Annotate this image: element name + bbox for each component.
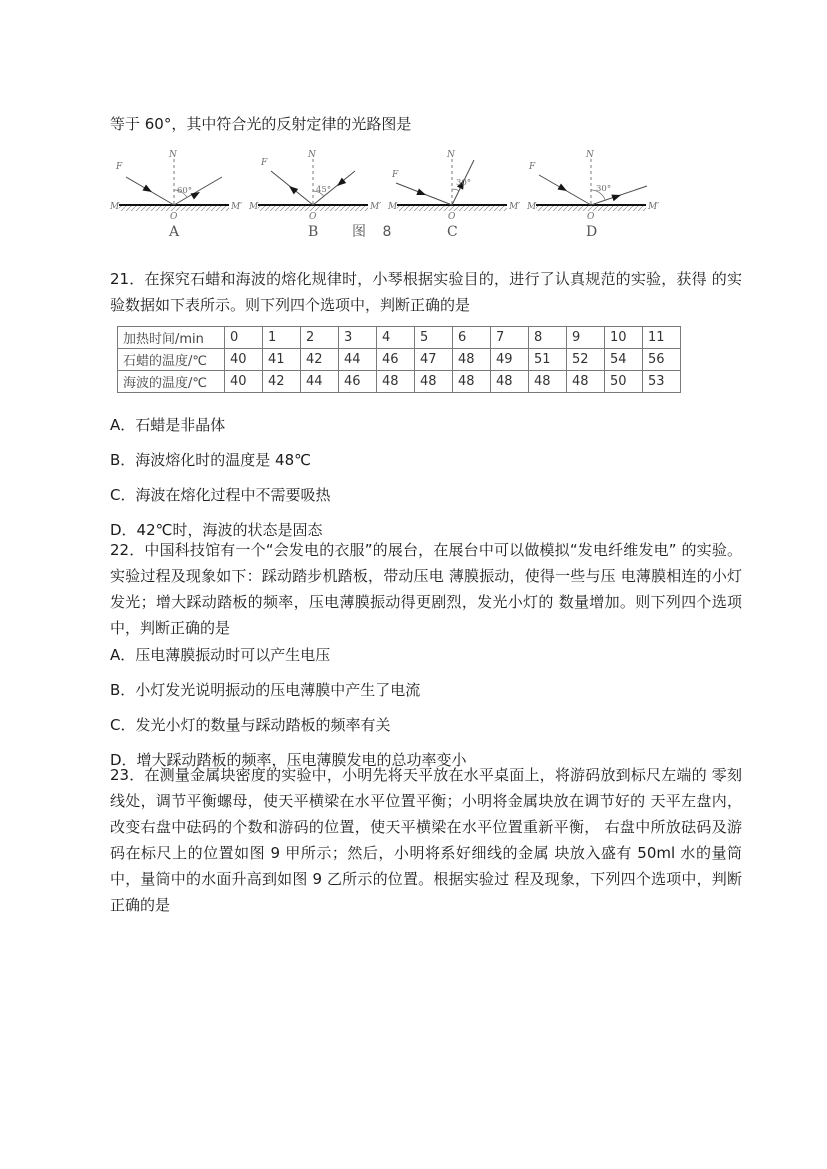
normal-label: N bbox=[308, 150, 316, 160]
question-23-text: 23．在测量金属块密度的实验中，小明先将天平放在水平桌面上，将游码放到标尺左端的 零刻线处，调节平衡螺母，使天平横梁在水平位置平衡；小明将金属块放在调节好的 天平左盘内，改变右盘中砝码的个数和游码的位置，使天平横梁在水平位置重新平衡， 右盘中所放砝码及游码在标尺上的位置如图 9 甲所示；然后，小明将系好细线的金属 块放入盛有 50ml 水的量筒中，量筒中的水面升高到如图 9 乙所示的位置。根据实验过 程及现象，下列四个选项中，判断正确的是 bbox=[110, 766, 742, 914]
light-path-diagram-d bbox=[527, 147, 660, 242]
data-cell: 9 bbox=[567, 327, 605, 349]
data-cell: 40 bbox=[225, 349, 263, 371]
table-row bbox=[118, 371, 681, 393]
mirror-left-label: M bbox=[388, 202, 398, 212]
angle-label: 45° bbox=[316, 185, 332, 195]
mirror-hatching bbox=[258, 206, 368, 211]
data-cell: 46 bbox=[377, 349, 415, 371]
question-22-options bbox=[110, 638, 750, 778]
option-item: B．海波熔化时的温度是 48℃ bbox=[110, 451, 311, 469]
option-item: D．增大踩动踏板的频率，压电薄膜发电的总功率变小 bbox=[110, 751, 467, 769]
option-item: C．海波在熔化过程中不需要吸热 bbox=[110, 486, 331, 504]
reflected-arrowhead bbox=[190, 189, 201, 200]
mirror-right-label: M′ bbox=[648, 202, 660, 212]
option-item: A．压电薄膜振动时可以产生电压 bbox=[110, 646, 331, 664]
point-o-label: O bbox=[448, 212, 456, 222]
option-item: C．发光小灯的数量与踩动踏板的频率有关 bbox=[110, 716, 391, 734]
normal-label: N bbox=[586, 150, 594, 160]
data-cell: 53 bbox=[643, 371, 681, 393]
data-cell: 4 bbox=[377, 327, 415, 349]
incident-arrowhead bbox=[416, 188, 427, 198]
panel-letter: C bbox=[447, 224, 458, 240]
row-header-cell: 石蜡的温度/℃ bbox=[118, 349, 225, 371]
angle-arc bbox=[452, 189, 459, 191]
data-cell: 48 bbox=[415, 371, 453, 393]
light-path-diagram-a bbox=[110, 147, 243, 242]
data-cell: 56 bbox=[643, 349, 681, 371]
mirror-hatching bbox=[536, 206, 646, 211]
panel-letter: D bbox=[586, 224, 598, 240]
data-cell: 48 bbox=[453, 349, 491, 371]
data-cell: 44 bbox=[339, 349, 377, 371]
data-cell: 8 bbox=[529, 327, 567, 349]
panel-letter: B bbox=[308, 224, 319, 240]
row-header-cell: 海波的温度/℃ bbox=[118, 371, 225, 393]
data-cell: 42 bbox=[263, 371, 301, 393]
mirror-left-label: M bbox=[527, 202, 537, 212]
data-cell: 48 bbox=[491, 371, 529, 393]
incident-arrowhead bbox=[142, 184, 153, 195]
data-cell: 48 bbox=[453, 371, 491, 393]
option-item: B．小灯发光说明振动的压电薄膜中产生了电流 bbox=[110, 681, 421, 699]
option-item: D．42℃时，海波的状态是固态 bbox=[110, 521, 323, 539]
angle-label: 60° bbox=[177, 186, 193, 196]
data-cell: 10 bbox=[605, 327, 643, 349]
normal-label: N bbox=[447, 150, 455, 160]
data-cell: 49 bbox=[491, 349, 529, 371]
ray-label: F bbox=[261, 158, 268, 168]
table-row bbox=[118, 327, 681, 349]
data-cell: 44 bbox=[301, 371, 339, 393]
mirror-right-label: M′ bbox=[509, 202, 521, 212]
point-o-label: O bbox=[587, 212, 595, 222]
row-header-cell: 加热时间/min bbox=[118, 327, 225, 349]
data-cell: 7 bbox=[491, 327, 529, 349]
incident-arrowhead bbox=[557, 183, 568, 194]
figure-8-caption: 图 8 bbox=[352, 224, 398, 240]
question-continuation-line: 等于 60°，其中符合光的反射定律的光路图是 bbox=[110, 115, 412, 133]
mirror-right-label: M′ bbox=[231, 202, 243, 212]
data-cell: 48 bbox=[377, 371, 415, 393]
mirror-right-label: M′ bbox=[370, 202, 382, 212]
data-cell: 48 bbox=[567, 371, 605, 393]
data-cell: 6 bbox=[453, 327, 491, 349]
mirror-hatching bbox=[119, 206, 229, 211]
ray-label: F bbox=[392, 170, 399, 180]
light-path-diagram-c bbox=[388, 147, 521, 242]
point-o-label: O bbox=[309, 212, 317, 222]
question-21-options bbox=[110, 408, 750, 548]
data-cell: 3 bbox=[339, 327, 377, 349]
data-cell: 41 bbox=[263, 349, 301, 371]
point-o-label: O bbox=[170, 212, 178, 222]
data-cell: 42 bbox=[301, 349, 339, 371]
normal-label: N bbox=[169, 150, 177, 160]
data-cell: 51 bbox=[529, 349, 567, 371]
question-22-text: 22．中国科技馆有一个“会发电的衣服”的展台，在展台中可以做模拟“发电纤维发电” 的实验。实验过程及现象如下：踩动踏步机踏板，带动压电 薄膜振动，使得一些与压 电薄膜相连的小灯发光；增大踩动踏板的频率，压电薄膜振动得更剧烈，发光小灯的 数量增加。则下列四个选项中，判断正确的是 bbox=[110, 541, 742, 637]
data-cell: 50 bbox=[605, 371, 643, 393]
ray-label: F bbox=[116, 162, 123, 172]
data-cell: 5 bbox=[415, 327, 453, 349]
data-cell: 52 bbox=[567, 349, 605, 371]
angle-label: 30° bbox=[596, 184, 612, 194]
data-cell: 11 bbox=[643, 327, 681, 349]
mirror-left-label: M bbox=[110, 202, 120, 212]
question-21-text: 21．在探究石蜡和海波的熔化规律时，小琴根据实验目的，进行了认真规范的实验，获得 的实验数据如下表所示。则下列四个选项中，判断正确的是 bbox=[110, 270, 742, 314]
mirror-hatching bbox=[397, 206, 507, 211]
data-cell: 54 bbox=[605, 349, 643, 371]
data-cell: 0 bbox=[225, 327, 263, 349]
option-item: A．石蜡是非晶体 bbox=[110, 416, 226, 434]
reflected-arrowhead bbox=[611, 192, 622, 202]
mirror-left-label: M bbox=[249, 202, 259, 212]
table-row bbox=[118, 349, 681, 371]
q21-melting-data-table bbox=[117, 326, 681, 393]
angle-label: 30° bbox=[456, 178, 472, 188]
data-cell: 40 bbox=[225, 371, 263, 393]
data-cell: 48 bbox=[529, 371, 567, 393]
panel-letter: A bbox=[169, 224, 180, 240]
data-cell: 47 bbox=[415, 349, 453, 371]
ray-label: F bbox=[529, 162, 536, 172]
data-cell: 2 bbox=[301, 327, 339, 349]
data-cell: 46 bbox=[339, 371, 377, 393]
data-cell: 1 bbox=[263, 327, 301, 349]
